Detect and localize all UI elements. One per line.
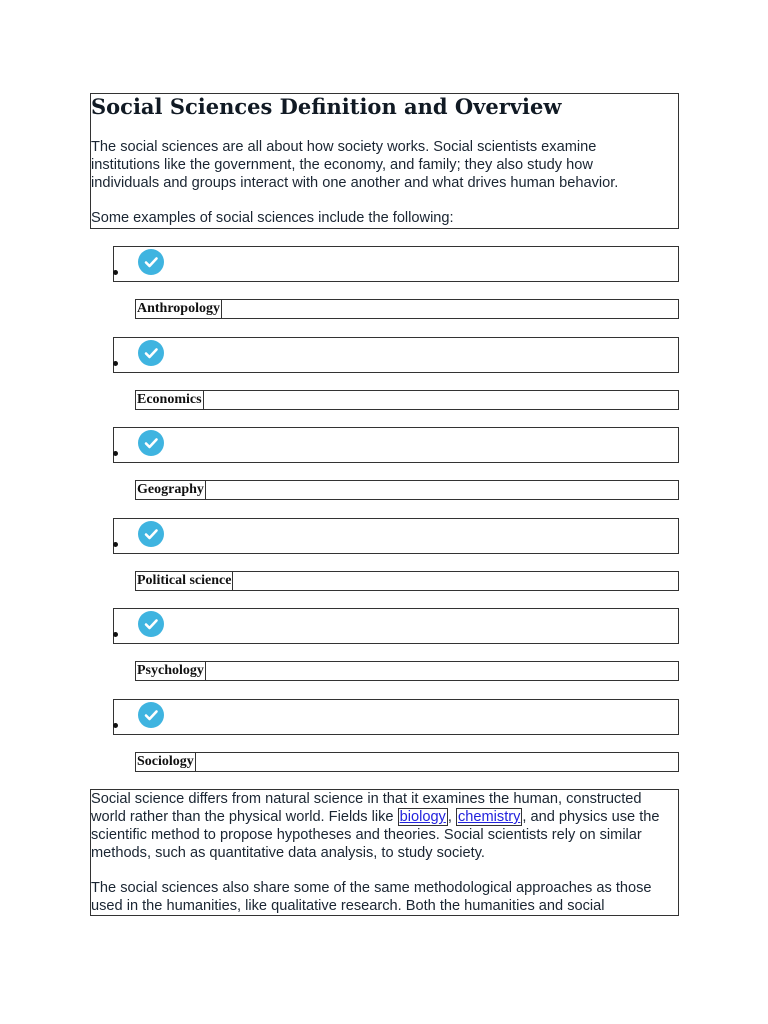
outro-text: , xyxy=(447,809,456,825)
list-item xyxy=(135,571,679,591)
intro-line: individuals and groups interact with one another and what drives human behavior. xyxy=(91,175,619,191)
intro-line: The social sciences are all about how society works. Social scientists examine xyxy=(91,139,597,155)
list-item-label: Political science xyxy=(135,571,233,591)
bullet-icon xyxy=(113,270,118,275)
outro-line: methods, such as quantitative data analysis, to study society. xyxy=(91,845,485,861)
outro-text: , and physics use the xyxy=(522,809,660,825)
list-item-label: Psychology xyxy=(135,661,206,681)
intro-section xyxy=(90,93,679,229)
intro-line: institutions like the government, the economy, and family; they also study how xyxy=(91,157,593,173)
outro-text: world rather than the physical world. Fields like xyxy=(91,809,398,825)
list-item-label: Sociology xyxy=(135,752,196,772)
outro-paragraph xyxy=(91,790,660,862)
page-title: Social Sciences Definition and Overview xyxy=(91,94,562,119)
list-item-icon-row xyxy=(113,518,679,554)
check-circle-icon xyxy=(138,702,164,728)
list-item xyxy=(135,661,679,681)
bullet-icon xyxy=(113,542,118,547)
outro-line: used in the humanities, like qualitative research. Both the humanities and social xyxy=(91,898,605,914)
list-item-icon-row xyxy=(113,427,679,463)
list-item xyxy=(135,752,679,772)
outro-line: scientific method to propose hypotheses and theories. Social scientists rely on similar xyxy=(91,827,642,843)
check-circle-icon xyxy=(138,340,164,366)
intro-paragraph xyxy=(91,138,618,192)
bullet-icon xyxy=(113,361,118,366)
list-item xyxy=(135,390,679,410)
outro-paragraph-2 xyxy=(91,879,652,915)
examples-intro: Some examples of social sciences include the following: xyxy=(91,210,454,226)
list-item-icon-row xyxy=(113,337,679,373)
list-item xyxy=(135,480,679,500)
outro-line: The social sciences also share some of the same methodological approaches as those xyxy=(91,880,652,896)
check-circle-icon xyxy=(138,611,164,637)
outro-section xyxy=(90,789,679,916)
check-circle-icon xyxy=(138,521,164,547)
biology-link[interactable]: biology xyxy=(399,809,446,825)
list-item-icon-row xyxy=(113,608,679,644)
chemistry-link[interactable]: chemistry xyxy=(457,809,521,825)
list-item-label: Anthropology xyxy=(135,299,222,319)
check-circle-icon xyxy=(138,430,164,456)
list-item xyxy=(135,299,679,319)
bullet-icon xyxy=(113,632,118,637)
list-item-icon-row xyxy=(113,246,679,282)
list-item-icon-row xyxy=(113,699,679,735)
bullet-icon xyxy=(113,451,118,456)
bullet-icon xyxy=(113,723,118,728)
outro-line: Social science differs from natural science in that it examines the human, constructed xyxy=(91,791,642,807)
outro-line xyxy=(91,808,660,826)
list-item-label: Economics xyxy=(135,390,204,410)
check-circle-icon xyxy=(138,249,164,275)
list-item-label: Geography xyxy=(135,480,206,500)
